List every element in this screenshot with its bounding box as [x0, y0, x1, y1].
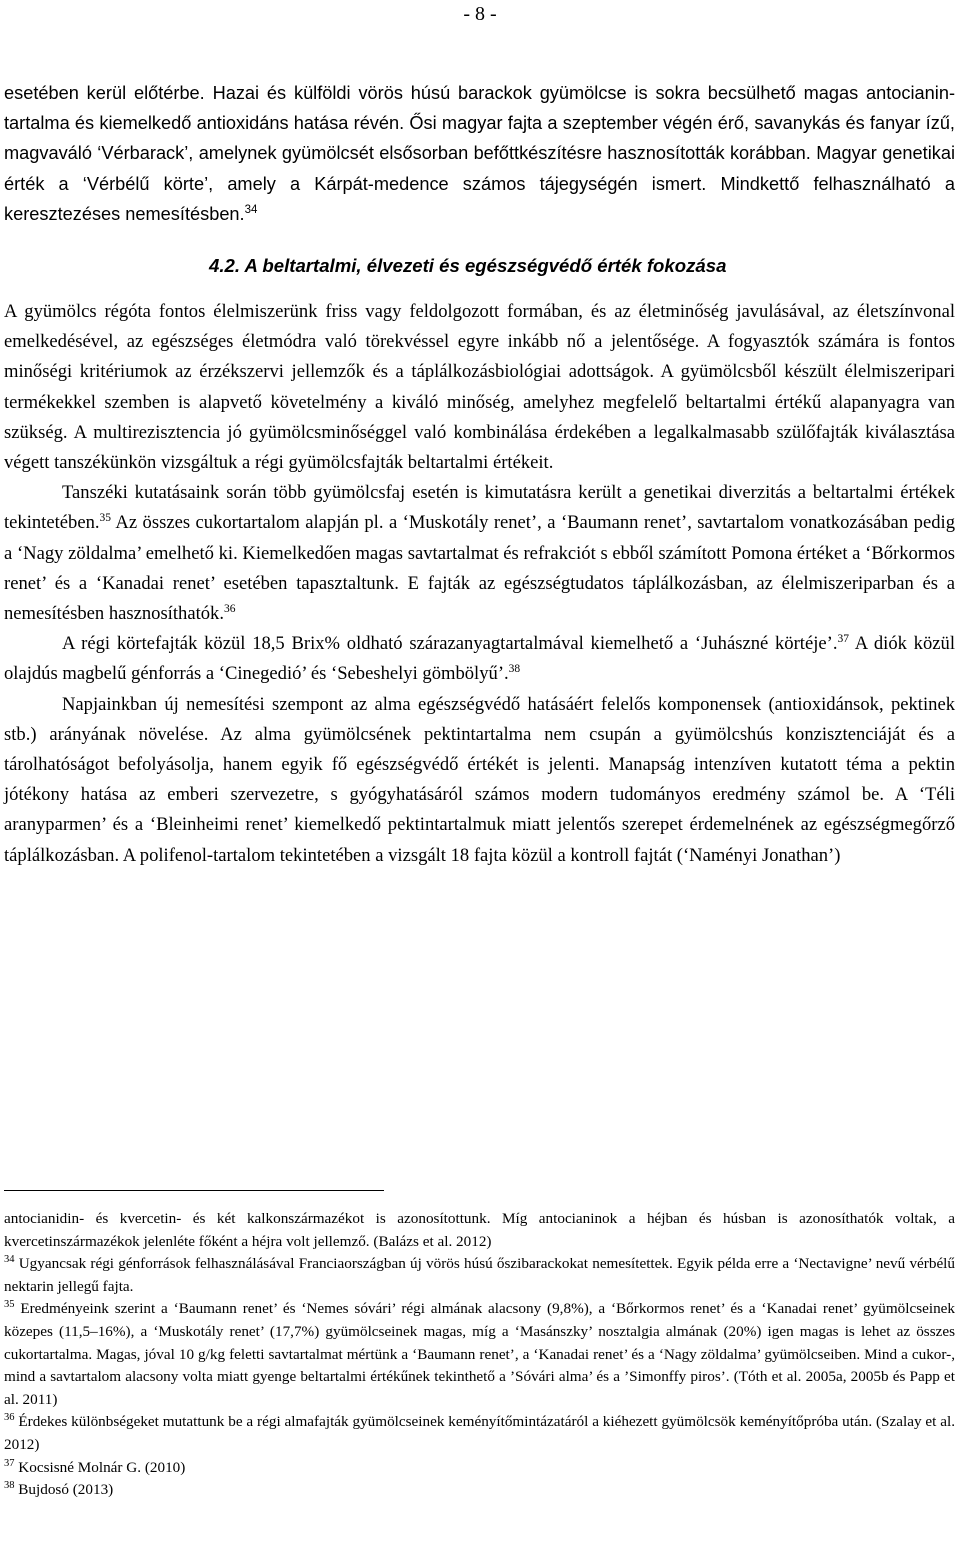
footnote-ref-34: 34: [244, 203, 258, 216]
paragraph-genetic-diversity: [4, 478, 955, 629]
paragraph-intro-text: esetében kerül előtérbe. Hazai és külföldi vörös húsú barackok gyümölcse is sokra becsülhető magas antocianin-tartalma és kiemelkedő antioxidáns hatása révén. Ősi magyar fajta a szeptember végén érő, savanykás és fanyar ízű, magvaváló ‘Vérbarack’, amelynek gyümölcsét elsősorban befőttkészítésre hasznosították korábban. Magyar genetikai érték a ‘Vérbélű körte’, amely a Kárpát-medence számos tájegységén ismert. Mindkettő felhasználható a keresztezéses nemesítésben.: [4, 83, 955, 224]
footnotes: [4, 1208, 955, 1502]
paragraph-pear-walnut-text-a: A régi körtefajták közül 18,5 Brix% oldható szárazanyagtartalmával kiemelhető a ‘Juhászné körtéje’.: [62, 633, 838, 655]
main-text: [4, 78, 955, 871]
footnote-36: [4, 1411, 955, 1456]
paragraph-pear-walnut: [4, 629, 955, 689]
footnote-text: Ugyancsak régi génforrások felhasználásával Franciaországban új vörös húsú őszibarackokat nemesítettek. Egyik példa erre a ‘Nectavigne’ nevű vérbélű nektarin jellegű fajta.: [4, 1255, 955, 1295]
paragraph-intro: [4, 78, 955, 229]
footnote-37: [4, 1457, 955, 1480]
paragraph-fruit-quality: A gyümölcs régóta fontos élelmiszerünk friss vagy feldolgozott formában, és az életminőség javulásával, az életszínvonal emelkedésével, az egészséges életmódra való törekvéssel egyre inkább nő a jelentősége. A fogyasztók számára is fontos minőségi kritériumok az érzékszervi jellemzők és a táplálkozásbiológiai adottságok. A gyümölcsből készült élelmiszeripari termékekkel szemben is alapvető követelmény a kiváló minőség, amelyhez megfelelő beltartalmi értékű alapanyagra van szükség. A multirezisztencia jó gyümölcsminőséggel való kombinálása érdekében a legalkalmasabb szülőfajták kiválasztása végett tanszékünkön vizsgáltuk a régi gyümölcsfajták beltartalmi értékeit.: [4, 301, 955, 474]
footnote-38: [4, 1479, 955, 1502]
paragraph-genetic-diversity-text-b: Az összes cukortartalom alapján pl. a ‘Muskotály renet’, a ‘Baumann renet’, savtartalom vonatkozásában pedig a ‘Nagy zöldalma’ emelhető ki. Kiemelkedően magas savtartalmat és refrakciót s ebből számított Pomona értéket a ‘Bőrkormos renet’ és a ‘Kanadai renet’ esetében tapasztaltunk. E fajták az egészségtudatos táplálkozásban, az élelmiszeriparban és a nemesítésben hasznosíthatók.: [4, 512, 955, 625]
footnote-text: Kocsisné Molnár G. (2010): [14, 1458, 186, 1476]
footnote-text: Érdekes különbségeket mutattunk be a régi almafajták gyümölcseinek keményítőmintázatáról a kiéhezett gyümölcsök keményítőpróba után. (Szalay et al. 2012): [4, 1413, 955, 1453]
footnote-ref-37: 37: [837, 633, 849, 646]
footnote-ref-36: 36: [223, 602, 236, 615]
page-number: - 8 -: [463, 3, 497, 25]
footnote-separator: [4, 1190, 384, 1191]
paragraph-genetic-diversity-text-a: Tanszéki kutatásaink során több gyümölcsfaj esetén is kimutatásra került a genetikai diverzitás a beltartalmi értékek tekintetében.: [4, 482, 955, 534]
footnote-number: 34: [4, 1254, 15, 1266]
footnote-number: 35: [4, 1299, 15, 1311]
footnote-number: 36: [4, 1412, 15, 1424]
footnote-ref-38: 38: [508, 663, 521, 676]
footnote-continued: antocianidin- és kvercetin- és két kalkonszármazékot is azonosítottunk. Míg antocianinok a héjban és húsban is azonosíthatók voltak, a kvercetinszármazékok jelenléte főként a héjra volt jellemző. (Balázs et al. 2012): [4, 1210, 955, 1250]
section-heading: 4.2. A beltartalmi, élvezeti és egészségvédő érték fokozása: [209, 255, 727, 277]
footnote-35: [4, 1298, 955, 1411]
footnote-ref-35: 35: [99, 512, 112, 525]
paragraph-pectin-polyphenol: Napjainkban új nemesítési szempont az alma egészségvédő hatásáért felelős komponensek (antioxidánsok, pektinek stb.) arányának növelése. Az alma gyümölcsének pektintartalma nem csupán a gyümölcshús konzisztenciáját és a tárolhatóságot befolyásolja, hanem egyik fő egészségvédő értékét is jelenti. Manapság intenzíven kutatott téma a pektin jótékony hatása az emberi szervezetre, s gyógyhatásáról számos modern tudományos eredmény számol be. A ‘Téli aranyparmen’ és a ‘Bleinheimi renet’ kiemelkedő pektintartalmuk miatt jelentős szerepet érdemelnének az egészségmegőrző táplálkozásban. A polifenol-tartalom tekintetében a vizsgált 18 fajta közül a kontroll fajtát (‘Naményi Jonathan’): [4, 693, 955, 866]
footnote-text: Eredményeink szerint a ‘Baumann renet’ és ‘Nemes sóvári’ régi almának alacsony (9,8%), a ‘Bőrkormos renet’ és a ‘Kanadai renet’ gyümölcseinek közepes (11,5–16%), a ‘Muskotály renet’ (17,7%) gyümölcseinek magas, míg a ‘Masánszky’ nosztalgia almának (20%) igen magas is lehet az összes cukortartalma. Magas, jóval 10 g/kg feletti savtartalmat mértünk a ‘Baumann renet’, a ‘Kanadai renet’ és a ‘Nagy zöldalma’ gyümölcseiben. Mind a cukor-, mind a savtartalom alacsony volta miatt gyenge beltartalmi értékűnek tekinthető a ’Sóvári alma’ és a ’Simonffy piros’. (Tóth et al. 2005a, 2005b és Papp et al. 2011): [4, 1300, 955, 1408]
footnote-34: [4, 1253, 955, 1298]
footnote-number: 37: [4, 1457, 15, 1469]
paragraph-pear-walnut-text-b: A diók közül olajdús magbelű génforrás a ‘Cinegedió’ és ‘Sebeshelyi gömbölyű’.: [4, 633, 955, 685]
footnote-text: Bujdosó (2013): [14, 1481, 114, 1499]
footnote-number: 38: [4, 1480, 15, 1492]
